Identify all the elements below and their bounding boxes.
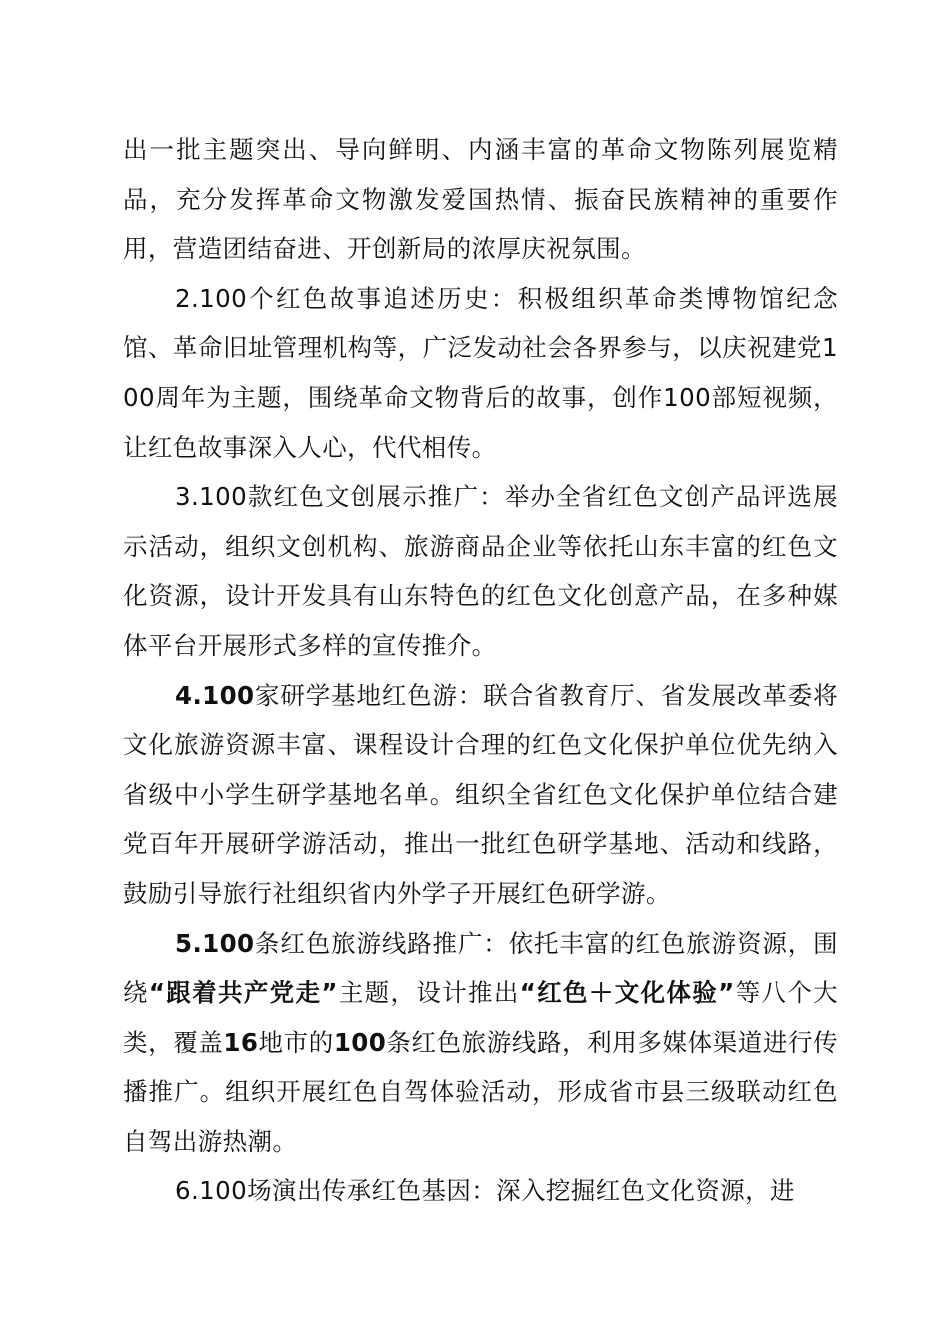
route-count: 100 bbox=[333, 1027, 387, 1057]
paragraph-text: 条红色旅游线路推广：依托丰富的红色旅游资源，围绕 bbox=[123, 928, 838, 1008]
paragraph-6: 6.100场演出传承红色基因：深入挖掘红色文化资源，进 bbox=[175, 1176, 795, 1206]
paragraph-1: 出一批主题突出、导向鲜明、内涵丰富的革命文物陈列展览精品，充分发挥革命文物激发爱国热情、振奋民族精神的重要作用，营造团结奋进、开创新局的浓厚庆祝氛围。 bbox=[123, 135, 838, 264]
item-number: 4.100 bbox=[175, 680, 255, 710]
paragraph-3: 3.100款红色文创展示推广：举办全省红色文创产品评选展示活动，组织文创机构、旅游商品企业等依托山东丰富的红色文化资源，设计开发具有山东特色的红色文化创意产品，在多种媒体平台开展形式多样的宣传推介。 bbox=[123, 482, 838, 660]
paragraph-text: 家研学基地红色游：联合省教育厅、省发展改革委将文化旅游资源丰富、课程设计合理的红色文化保护单位优先纳入省级中小学生研学基地名单。组织全省红色文化保护单位结合建党百年开展研学游活动，推出一批红色研学基地、活动和线路，鼓励引导旅行社组织省内外学子开展红色研学游。 bbox=[123, 680, 838, 908]
paragraph-text: 地市的 bbox=[258, 1027, 334, 1057]
paragraph-text: 条红色旅游线路，利用多媒体渠道进行传播推广。组织开展红色自驾体验活动，形成省市县三级联动红色自驾出游热潮。 bbox=[123, 1027, 838, 1156]
quoted-category: “红色＋文化体验” bbox=[519, 978, 735, 1008]
paragraph-text: 主题，设计推出 bbox=[337, 978, 520, 1008]
paragraph-4 bbox=[123, 671, 838, 919]
city-count: 16 bbox=[223, 1027, 259, 1057]
paragraph-5 bbox=[123, 919, 838, 1167]
document-page bbox=[123, 125, 838, 1216]
item-number: 5.100 bbox=[175, 928, 255, 958]
paragraph-2: 2.100个红色故事追述历史：积极组织革命类博物馆纪念馆、革命旧址管理机构等，广泛发动社会各界参与，以庆祝建党100周年为主题，围绕革命文物背后的故事，创作100部短视频，让红色故事深入人心，代代相传。 bbox=[123, 283, 838, 462]
paragraph-text: 等八个大类，覆盖 bbox=[123, 978, 839, 1057]
quoted-theme: “跟着共产党走” bbox=[148, 978, 338, 1008]
